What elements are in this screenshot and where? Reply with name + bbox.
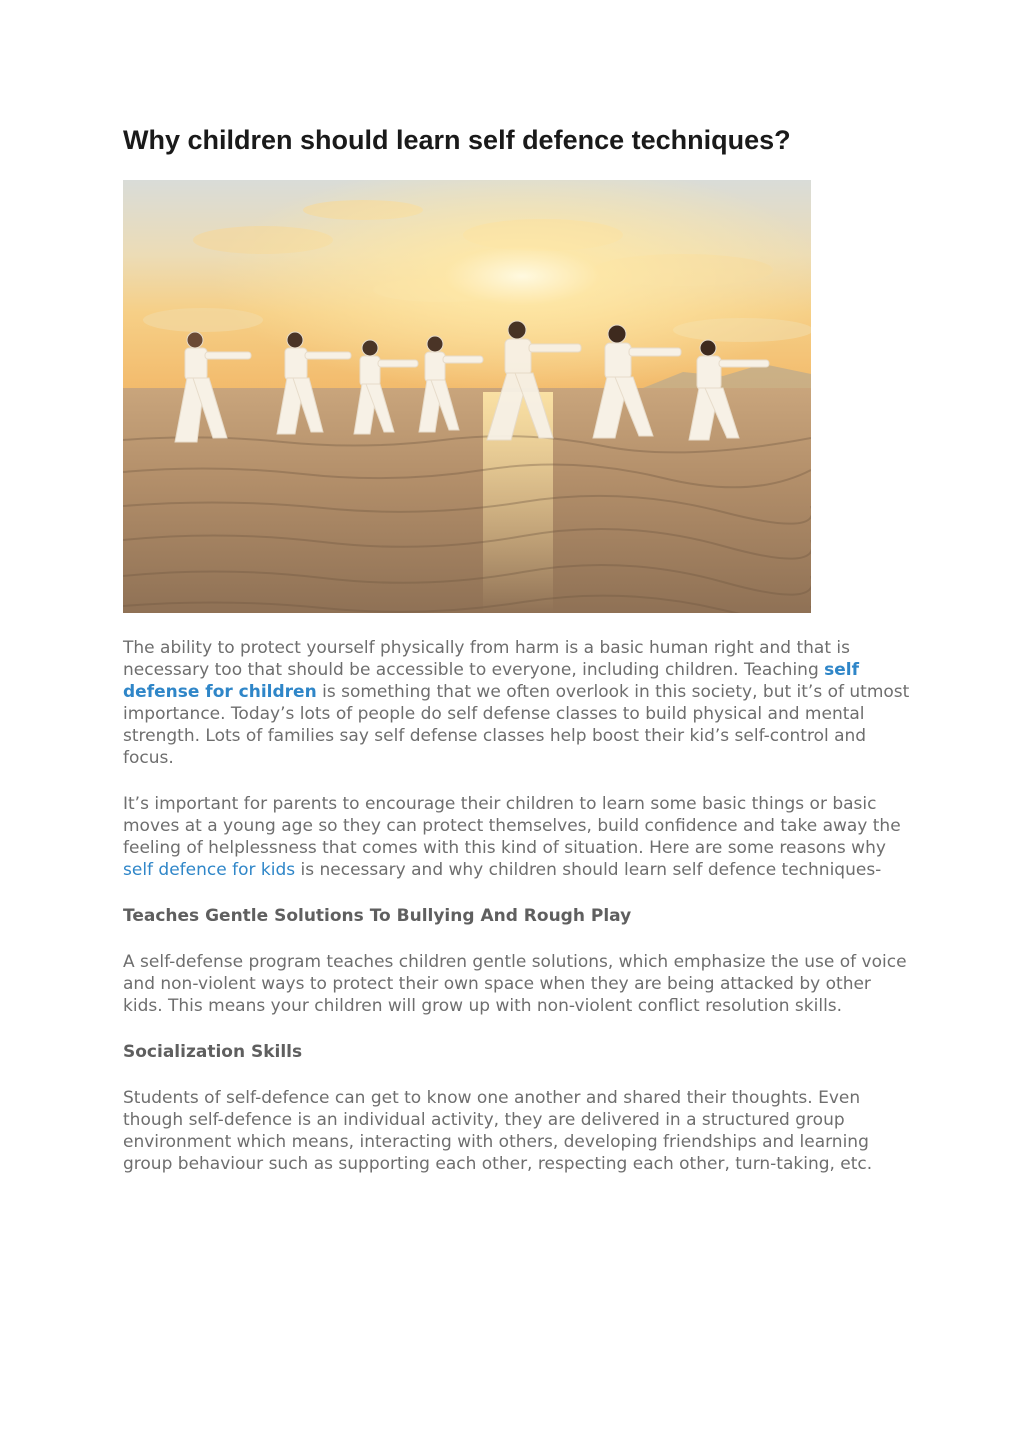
section-body-bullying: A self-defense program teaches children gentle solutions, which emphasize the use of voice and non-violent ways to protect their own space when they are being attacked by other kids. This means your children will grow up with non-violent conflict resolution skills. — [123, 952, 907, 1016]
article-body — [123, 637, 913, 1199]
page-title: Why children should learn self defence techniques? — [123, 125, 791, 155]
intro-paragraph — [123, 637, 913, 769]
hero-image — [123, 180, 811, 613]
reasons-text-end: is necessary and why children should learn self defence techniques- — [295, 860, 882, 880]
intro-text-end: is something that we often overlook in this society, but it’s of utmost importance. Today’s lots of people do self defense classes to build physical and mental strength. Lots of families say self defense classes help boost their kid’s self-control and focus. — [123, 682, 910, 768]
self-defense-for-children-link[interactable]: self defense for children — [123, 660, 860, 702]
self-defence-for-kids-link[interactable]: self defence for kids — [123, 860, 296, 880]
section-body-socialization: Students of self-defence can get to know one another and shared their thoughts. Even though self-defence is an individual activity, they are delivered in a structured group environment which means, interacting with others, developing friendships and learning group behaviour such as supporting each other, respecting each other, turn-taking, etc. — [123, 1088, 873, 1174]
section-heading-bullying: Teaches Gentle Solutions To Bullying And Rough Play — [123, 906, 632, 926]
intro-text-start: The ability to protect yourself physically from harm is a basic human right and that is necessary too that should be accessible to everyone, including children. Teaching — [123, 638, 850, 680]
reasons-paragraph — [123, 793, 913, 881]
reasons-text-start: It’s important for parents to encourage their children to learn some basic things or basic moves at a young age so they can protect themselves, build confidence and take away the feeling of helplessness that comes with this kind of situation. Here are some reasons why — [123, 794, 901, 858]
section-heading-socialization: Socialization Skills — [123, 1042, 303, 1062]
